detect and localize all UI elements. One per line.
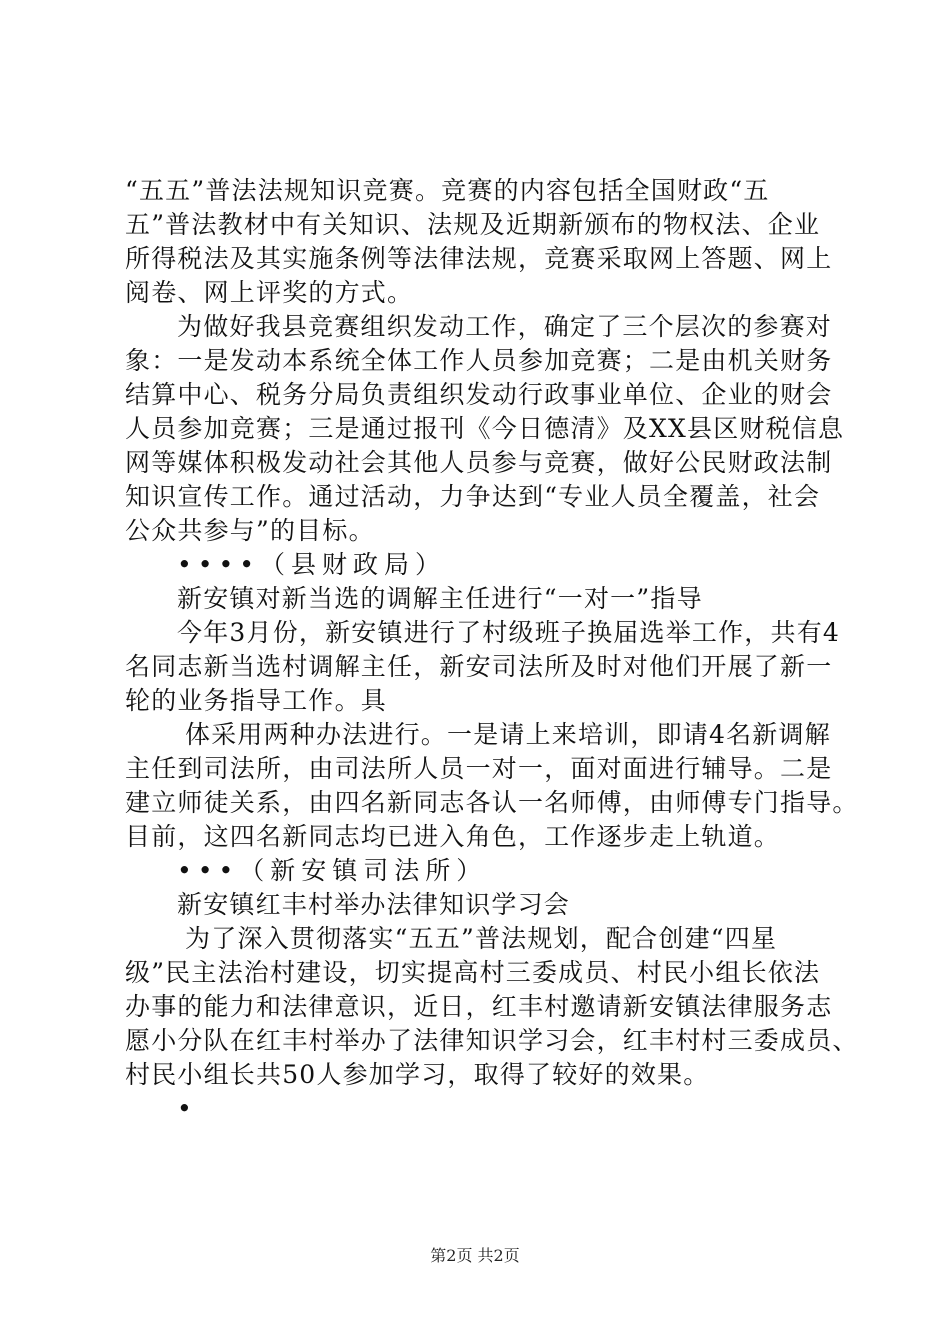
paragraph-start-line: 今年3月份，新安镇进行了村级班子换届选举工作，共有4 [177,618,841,647]
text-line: 主任到司法所，由司法所人员一对一，面对面进行辅导。二是 [125,754,833,783]
text-line: 级”民主法治村建设，切实提高村三委成员、村民小组长依法 [125,958,821,987]
text-line: 人员参加竞赛；三是通过报刊《今日德清》及XX县区财税信息 [125,414,845,443]
text-line: 公众共参与”的目标。 [125,516,375,545]
document-body [125,174,859,1126]
source-attribution: •••（新安镇司法所） [177,856,488,885]
text-line: 所得税法及其实施条例等法律法规，竞赛采取网上答题、网上 [125,244,833,273]
text-line: 知识宣传工作。通过活动，力争达到“专业人员全覆盖，社会 [125,482,821,511]
text-line: 结算中心、税务分局负责组织发动行政事业单位、企业的财会 [125,380,833,409]
page-footer [0,1246,950,1266]
page-number: 第2页 共2页 [430,1246,520,1265]
text-line: 象：一是发动本系统全体工作人员参加竞赛；二是由机关财务 [125,346,833,375]
text-line: 阅卷、网上评奖的方式。 [125,278,414,307]
text-line: 轮的业务指导工作。具 [125,686,388,715]
text-line: 建立师徒关系，由四名新同志各认一名师傅，由师傅专门指导。 [125,788,859,817]
source-attribution: ••••（县财政局） [177,550,446,579]
article-heading: 新安镇红丰村举办法律知识学习会 [177,890,571,919]
text-line: 网等媒体积极发动社会其他人员参与竞赛，做好公民财政法制 [125,448,833,477]
paragraph-start-line: 体采用两种办法进行。一是请上来培训，即请4名新调解 [185,720,831,749]
bullet-marker: • [177,1094,198,1123]
text-line: 愿小分队在红丰村举办了法律知识学习会，红丰村村三委成员、 [125,1026,859,1055]
paragraph-start-line: 为做好我县竞赛组织发动工作，确定了三个层次的参赛对 [177,312,833,341]
text-line: “五五”普法法规知识竞赛。竞赛的内容包括全国财政“五 [125,176,770,205]
text-line: 办事的能力和法律意识，近日，红丰村邀请新安镇法律服务志 [125,992,833,1021]
text-line: 村民小组长共50人参加学习，取得了较好的效果。 [125,1060,710,1089]
paragraph-start-line: 为了深入贯彻落实“五五”普法规划，配合创建“四星 [185,924,778,953]
article-heading: 新安镇对新当选的调解主任进行“一对一”指导 [177,584,703,613]
text-line: 名同志新当选村调解主任，新安司法所及时对他们开展了新一 [125,652,833,681]
text-line: 五”普法教材中有关知识、法规及近期新颁布的物权法、企业 [125,210,821,239]
text-line: 目前，这四名新同志均已进入角色，工作逐步走上轨道。 [125,822,781,851]
